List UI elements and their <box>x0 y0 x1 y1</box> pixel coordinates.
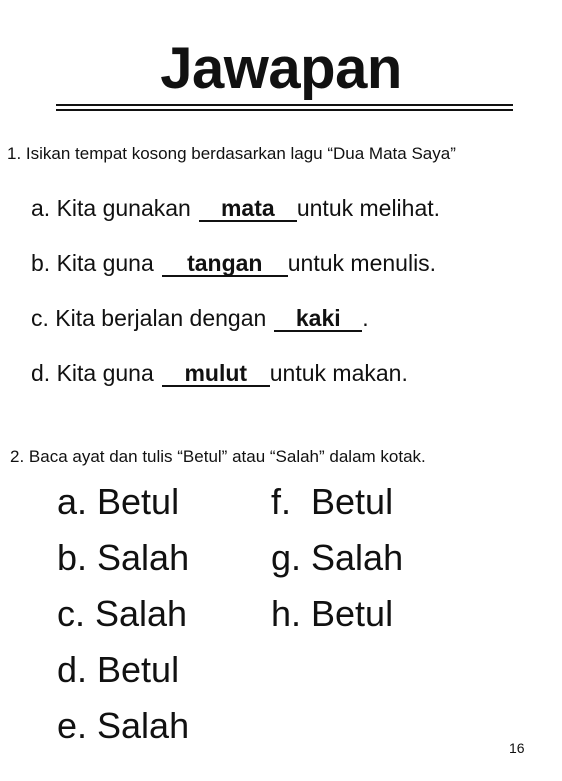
page-number: 16 <box>509 740 525 756</box>
answer-blank: mata <box>199 196 297 222</box>
answer-blank: kaki <box>274 306 362 332</box>
fill-in-item <box>31 248 436 278</box>
question-1-prompt: 1. Isikan tempat kosong berdasarkan lagu “Dua Mata Saya” <box>7 144 456 163</box>
item-text-after: untuk menulis. <box>287 250 437 276</box>
item-text-before: d. Kita guna <box>31 360 154 386</box>
answer-c: c. Salah <box>57 593 188 634</box>
title-divider-bottom <box>56 109 513 111</box>
page-title: Jawapan <box>160 36 402 101</box>
answer-b: b. Salah <box>57 537 190 578</box>
item-text-after: untuk melihat. <box>296 195 441 221</box>
answer-d: d. Betul <box>57 649 180 690</box>
item-text-after: untuk makan. <box>269 360 408 386</box>
answer-e: e. Salah <box>57 705 190 746</box>
answer-blank: tangan <box>162 251 288 277</box>
title-divider-top <box>56 104 513 106</box>
answer-h: h. Betul <box>271 593 394 634</box>
item-text-before: b. Kita guna <box>31 250 154 276</box>
fill-in-item <box>31 358 408 388</box>
item-text-before: c. Kita berjalan dengan <box>31 305 267 331</box>
fill-in-item <box>31 303 369 333</box>
answer-f: f. Betul <box>271 481 394 522</box>
answer-blank: mulut <box>162 361 270 387</box>
fill-in-item <box>31 193 440 223</box>
item-text-after: . <box>362 305 369 331</box>
question-2-prompt: 2. Baca ayat dan tulis “Betul” atau “Salah” dalam kotak. <box>10 447 426 466</box>
item-text-before: a. Kita gunakan <box>31 195 191 221</box>
answer-a: a. Betul <box>57 481 180 522</box>
answer-g: g. Salah <box>271 537 404 578</box>
